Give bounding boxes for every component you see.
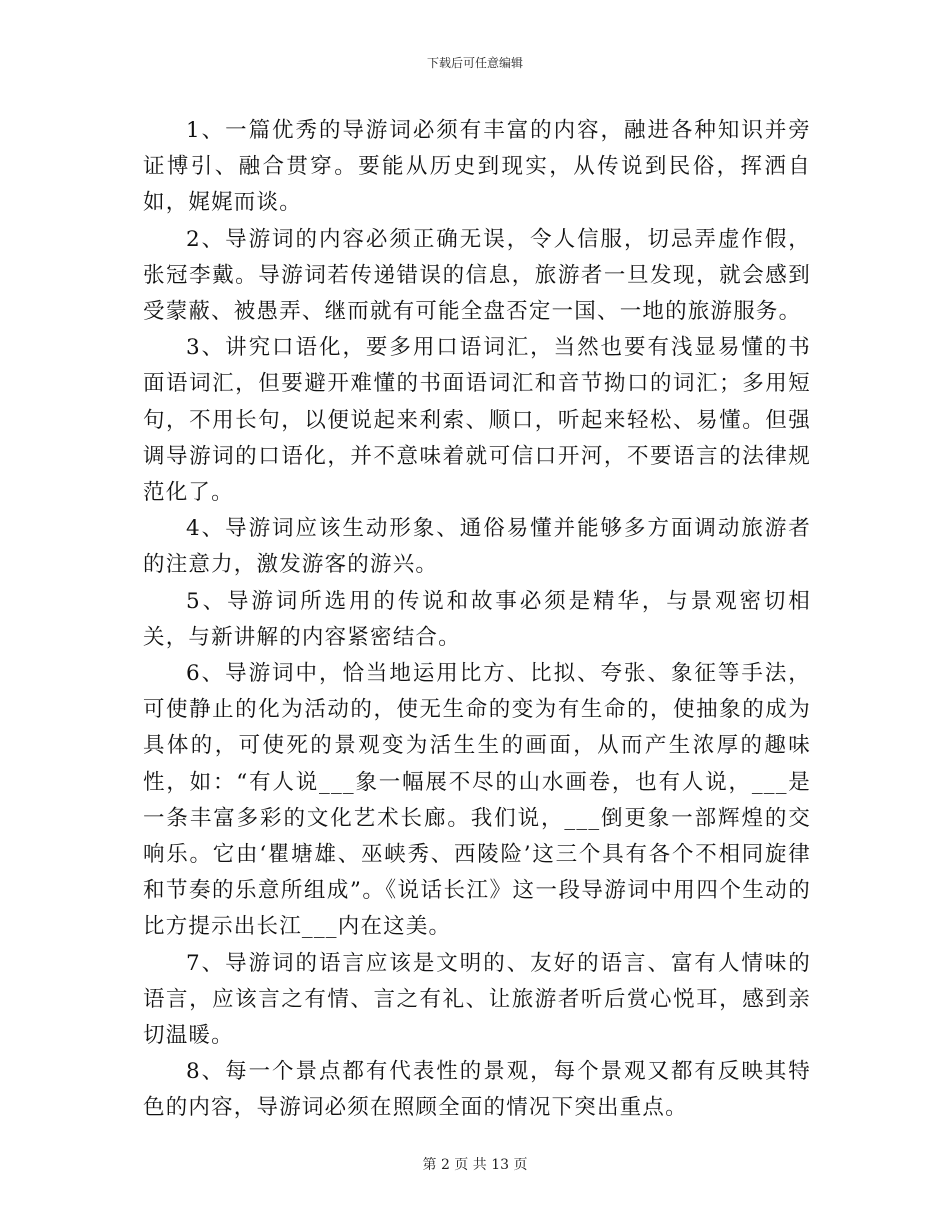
paragraph-4: 4、导游词应该生动形象、通俗易懂并能够多方面调动旅游者的注意力，激发游客的游兴。 xyxy=(143,516,811,578)
paragraph-3: 3、讲究口语化，要多用口语词汇，当然也要有浅显易懂的书面语词汇，但要避开难懂的书面语词汇和音节拗口的词汇；多用短句，不用长句，以便说起来利索、顺口，听起来轻松、易懂。但强调导游词的口语化，并不意味着就可信口开河，不要语言的法律规范化了。 xyxy=(143,335,811,506)
paragraph-1: 1、一篇优秀的导游词必须有丰富的内容，融进各种知识并旁证博引、融合贯穿。要能从历史到现实，从传说到民俗，挥洒自如，娓娓而谈。 xyxy=(143,118,811,216)
paragraph-5: 5、导游词所选用的传说和故事必须是精华，与景观密切相关，与新讲解的内容紧密结合。 xyxy=(143,588,811,650)
page-number: 第 2 页 共 13 页 xyxy=(422,1157,528,1173)
page-header-note: 下载后可任意编辑 xyxy=(426,56,523,70)
document-body xyxy=(143,113,811,1127)
paragraph-7: 7、导游词的语言应该是文明的、友好的语言、富有人情味的语言，应该言之有情、言之有礼、让旅游者听后赏心悦耳，感到亲切温暖。 xyxy=(143,950,811,1049)
paragraph-8: 8、每一个景点都有代表性的景观，每个景观又都有反映其特色的内容，导游词必须在照顾全面的情况下突出重点。 xyxy=(143,1059,811,1121)
paragraph-6: 6、导游词中，恰当地运用比方、比拟、夸张、象征等手法，可使静止的化为活动的，使无生命的变为有生命的，使抽象的成为具体的，可使死的景观变为活生生的画面，从而产生浓厚的趣味性，如：“有人说___象一幅展不尽的山水画卷，也有人说，___是一条丰富多彩的文化艺术长廊。我们说，___倒更象一部辉煌的交响乐。它由‘瞿塘雄、巫峡秀、西陵险’这三个具有各个不相同旋律和节奏的乐意所组成”。《说话长江》这一段导游词中用四个生动的比方提示出长江___内在这美。 xyxy=(143,661,811,940)
paragraph-2: 2、导游词的内容必须正确无误，令人信服，切忌弄虚作假，张冠李戴。导游词若传递错误的信息，旅游者一旦发现，就会感到受蒙蔽、被愚弄、继而就有可能全盘否定一国、一地的旅游服务。 xyxy=(143,226,811,325)
